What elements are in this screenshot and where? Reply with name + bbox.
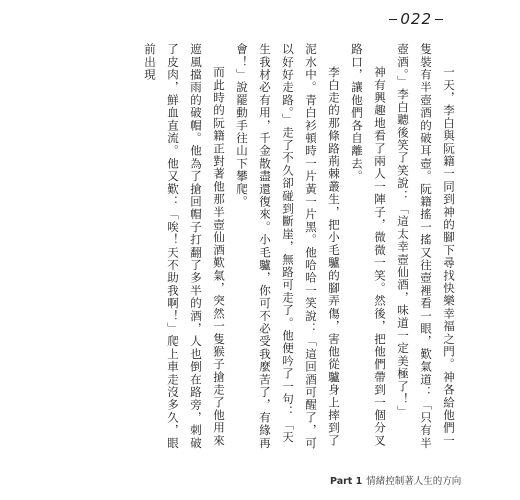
paragraph-4: 而此時的阮籍正對著他那半壺仙酒歎氣，突然一隻猴子搶走了他用來遮風擋雨的破帽。他為了搶回帽子打翻了多半的酒，人也倒在路旁，刺破了皮肉，鮮血直流。他又歎：「唉！天不助我啊！」爬上車走沒多久，眼前出現 [143,43,226,450]
paragraph-3: 李白走的那條路荊棘叢生，把小毛驢的腳弄傷，害他從驢身上摔到了泥水中。青白衫頓時一片黃一片黑。他哈哈一笑說：「這回酒可醒了，可以好好走路。」走了不久卻碰到斷崖，無路可走了。他便吟了一句：「天生我材必有用，千金散盡還復來。小毛驢，你可不必受我麼苦了，有緣再會！」說罷動手往山下攀爬。 [235,43,341,450]
paragraph-1: 一天，李白與阮籍一同到神的腳下尋找快樂幸福之門。神各給他們一隻裝有半壺酒的破耳壺。阮籍搖一搖又往壺裡看一眼，歎氣道：「只有半壺酒。」李白聽後笑了笑說：「這太幸壺仙酒，味道一定美極了！」 [396,43,456,450]
running-footer [330,473,461,487]
vertical-text-body [138,43,460,453]
footer-part-label: Part 1 [330,476,363,487]
page-number: 022 [386,10,446,28]
footer-chapter-title: 情緒控制著人生的方向 [366,476,462,487]
paragraph-2: 神有興趣地看了兩人一陣子，微微一笑。然後，把他們帶到一個分叉路口，讓他們各自離去。 [350,43,387,447]
